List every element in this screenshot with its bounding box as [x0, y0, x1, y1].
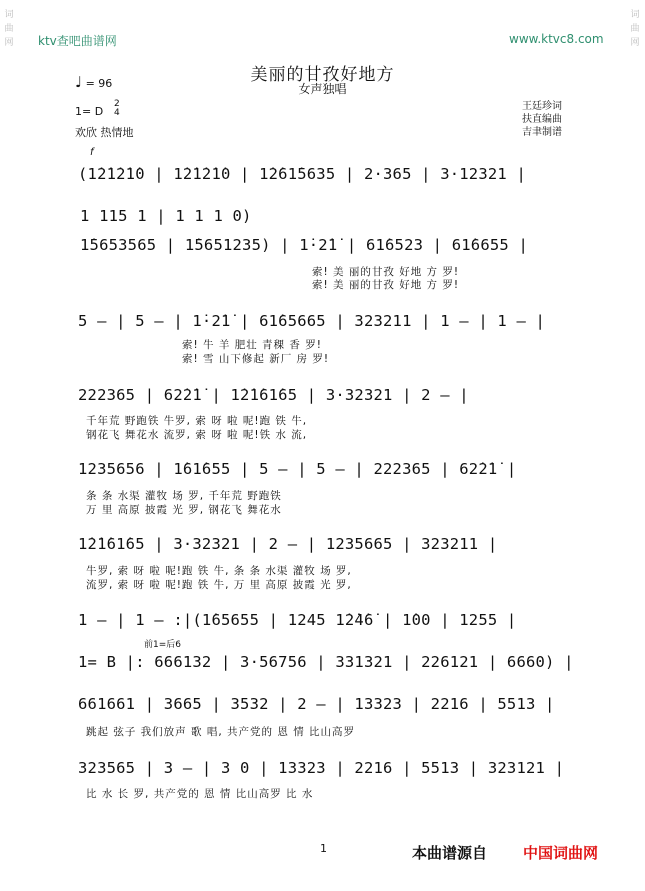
site-right[interactable]: www.ktvc8.com: [509, 32, 604, 46]
staff-line-10: 323565 | 3 — | 3 0 | 13323 | 2216 | 5513 | 323121 |: [78, 759, 565, 777]
watermark-text: 词曲网: [4, 10, 14, 48]
brand-link[interactable]: 中国词曲网: [523, 844, 599, 862]
lyrics-10: 比 水 长 罗, 共产党的 恩 情 比山高罗 比 水: [86, 788, 314, 800]
key-signature: 1= D: [75, 105, 104, 118]
credit-lyrics: 王廷珍词: [522, 101, 562, 112]
quarter-note-icon: ♩: [75, 73, 83, 91]
lyrics-5a: 条 条 水渠 灌牧 场 罗, 千年荒 野跑铁: [86, 490, 282, 502]
staff-line-1: (1̇2̇1̇2̇1̇0 | 1̇2̇1̇2̇1̇0 | 1̇2̇61̇5635 | 2·365 | 3·12321 |: [78, 165, 526, 183]
site-left[interactable]: ktv查吧曲谱网: [38, 34, 117, 48]
staff-line-5: 1235656 | 1̇61̇655 | 5 — | 5 — | 222365 | 62̇2̇1̇ |: [78, 460, 517, 478]
lyrics-9: 跳起 弦子 我们放声 歌 唱, 共产党的 恩 情 比山高罗: [86, 726, 356, 738]
staff-line-3: 5 — | 5 — | 1̇·2̇1̇ | 61̇65665 | 323211 | 1 — | 1 — |: [78, 312, 546, 330]
credit-music: 扶直编曲: [522, 114, 562, 125]
time-bottom: 4: [114, 108, 120, 118]
lyrics-6b: 流罗, 索 呀 啦 呢!跑 铁 牛, 万 里 高原 披霞 光 罗,: [86, 579, 352, 591]
time-top: 2: [114, 99, 120, 109]
tempo-value: = 96: [85, 77, 113, 90]
lyrics-2a: 索! 美 丽的甘孜 好地 方 罗!: [312, 266, 460, 278]
lyrics-4b: 钢花飞 舞花水 流罗, 索 呀 啦 呢!铁 水 流,: [86, 429, 308, 441]
lyrics-4a: 千年荒 野跑铁 牛罗, 索 呀 啦 呢!跑 铁 牛,: [86, 415, 308, 427]
staff-line-6: 1̇2̇1̇61̇65 | 3·32321 | 2 — | 1235665 | 323211 |: [78, 535, 498, 553]
lyrics-3a: 索! 牛 羊 肥壮 青稞 香 罗!: [182, 339, 322, 351]
staff-line-7: 1 — | 1 — :|(1̇65655 | 1245 1̇2̇4̇6̇ | 1̇00 | 1255 |: [78, 611, 517, 629]
modulation-note: 前1=后6: [144, 640, 181, 650]
watermark-text-right: 词曲网: [630, 10, 640, 48]
page-number: 1: [320, 842, 327, 855]
staff-line-4: 222365 | 62̇2̇1̇ | 1̇2̇1̇61̇65 | 3·32321 | 2 — |: [78, 386, 469, 404]
staff-line-2: 1̇5653565 | 1̇5651235) | 1̇·2̇1̇ | 61̇6523 | 61̇6655 |: [80, 236, 528, 254]
credits: [522, 100, 562, 139]
tempo-mark: [75, 73, 112, 91]
time-signature: [114, 100, 120, 118]
lyrics-6a: 牛罗, 索 呀 啦 呢!跑 铁 牛, 条 条 水渠 灌牧 场 罗,: [86, 565, 352, 577]
song-subtitle: 女声独唱: [298, 82, 347, 96]
source-label: 本曲谱源自: [412, 844, 488, 862]
credit-arranger: 吉聿制谱: [522, 127, 562, 138]
dynamic-mark: f: [90, 147, 94, 158]
staff-line-9: 661661 | 3665 | 3532 | 2 — | 13323 | 2216 | 5513 |: [78, 695, 555, 713]
mood-mark: 欢欣 热情地: [75, 126, 134, 139]
staff-line-2-upper: 1 115 1 | 1 1 1 0): [80, 207, 252, 225]
song-title: 美丽的甘孜好地方: [250, 65, 395, 85]
staff-line-8: 1= B |: 666132 | 3·56756 | 331321 | 226121 | 6660) |: [78, 653, 574, 671]
lyrics-5b: 万 里 高原 披霞 光 罗, 钢花飞 舞花水: [86, 504, 282, 516]
lyrics-3b: 索! 雪 山下修起 新厂 房 罗!: [182, 353, 330, 365]
lyrics-2b: 索! 美 丽的甘孜 好地 方 罗!: [312, 279, 460, 291]
